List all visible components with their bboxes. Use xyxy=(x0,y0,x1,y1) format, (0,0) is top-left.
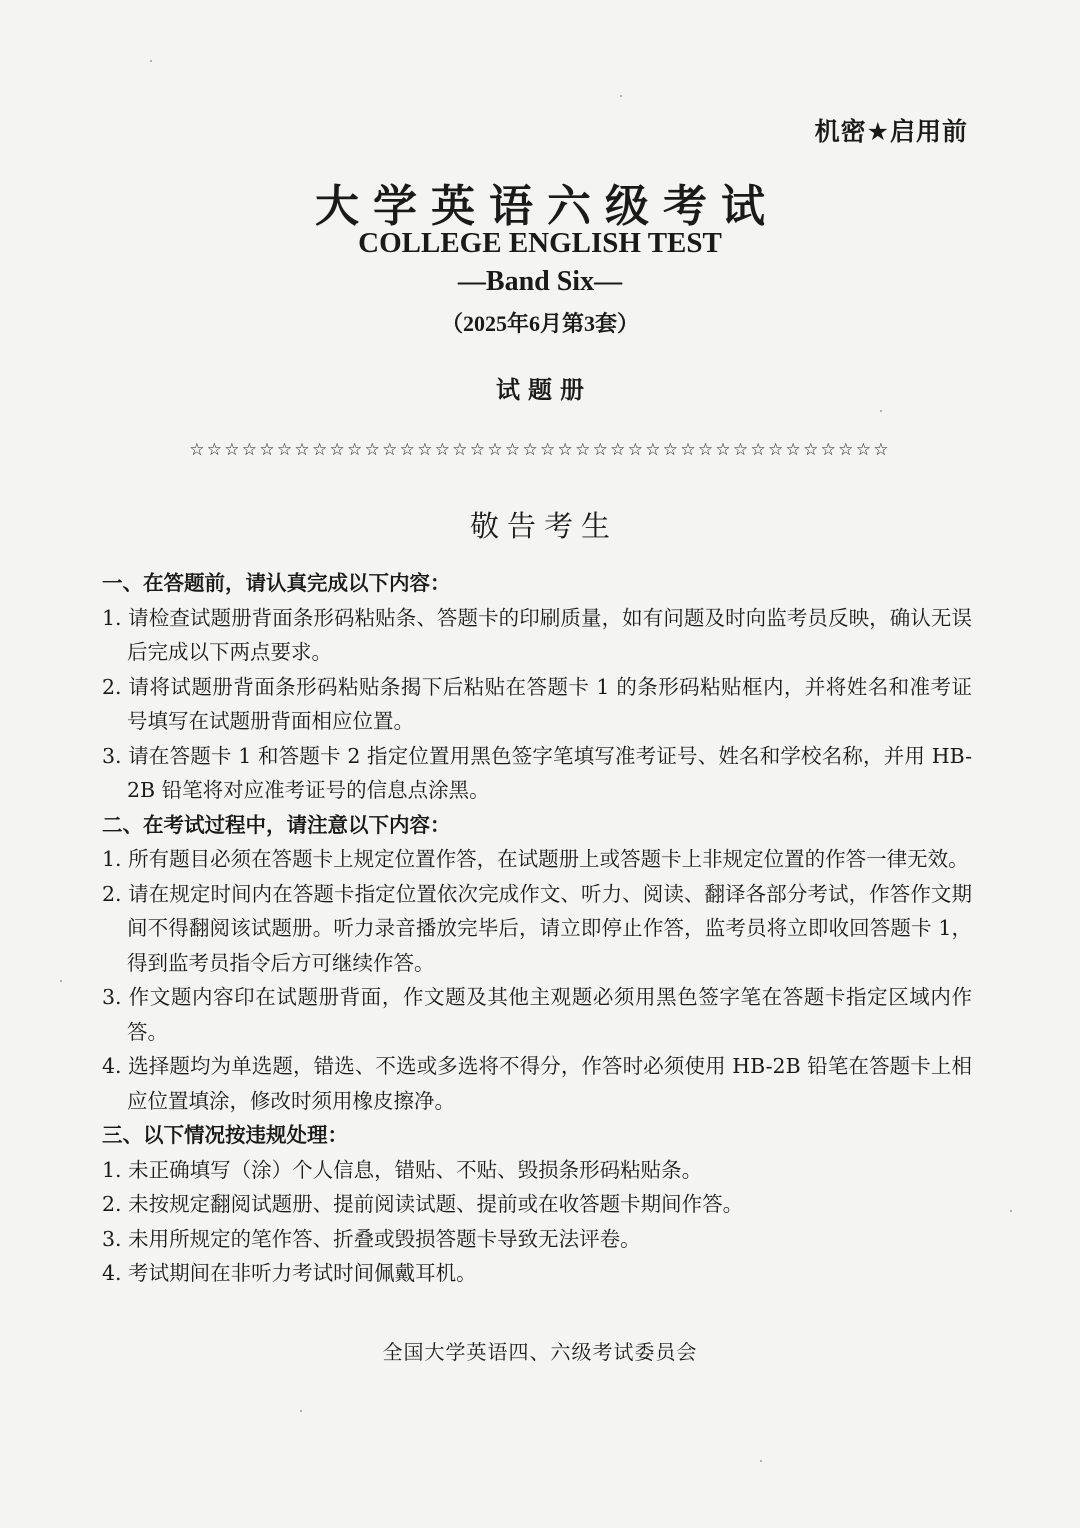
scan-speck xyxy=(620,95,622,97)
scan-speck xyxy=(300,1410,302,1412)
star-divider: ☆☆☆☆☆☆☆☆☆☆☆☆☆☆☆☆☆☆☆☆☆☆☆☆☆☆☆☆☆☆☆☆☆☆☆☆☆☆☆☆ xyxy=(189,440,891,460)
scan-speck xyxy=(760,1460,762,1462)
notice-title: 敬告考生 xyxy=(469,509,618,543)
scan-speck xyxy=(880,410,882,412)
list-item: 2. 请将试题册背面条形码粘贴条揭下后粘贴在答题卡 1 的条形码粘贴框内，并将姓名和准考证号填写在试题册背面相应位置。 xyxy=(102,674,972,733)
section-heading: 三、以下情况按违规处理： xyxy=(102,1123,348,1147)
scan-speck xyxy=(1010,1210,1012,1212)
section-heading: 二、在考试过程中，请注意以下内容： xyxy=(102,812,451,837)
list-item: 2. 请在规定时间内在答题卡指定位置依次完成作文、听力、阅读、翻译各部分考试，作答作文期间不得翻阅该试题册。听力录音播放完毕后，请立即停止作答，监考员将立即收回答题卡 1，得到监考员指令后方可继续作答。 xyxy=(102,881,972,975)
scan-speck xyxy=(150,60,152,62)
scan-speck xyxy=(60,980,62,982)
list-item: 3. 作文题内容印在试题册背面，作文题及其他主观题必须用黑色签字笔在答题卡指定区域内作答。 xyxy=(102,985,972,1044)
list-item: 2. 未按规定翻阅试题册、提前阅读试题、提前或在收答题卡期间作答。 xyxy=(102,1192,744,1216)
list-item: 4. 选择题均为单选题，错选、不选或多选将不得分，作答时必须使用 HB-2B 铅笔在答题卡上相应位置填涂，修改时须用橡皮擦净。 xyxy=(102,1054,972,1113)
list-item: 4. 考试期间在非听力考试时间佩戴耳机。 xyxy=(102,1261,477,1285)
list-item: 1. 未正确填写（涂）个人信息，错贴、不贴、毁损条形码粘贴条。 xyxy=(102,1157,703,1182)
exam-edition: （2025年6月第3套） xyxy=(440,311,639,336)
list-item: 3. 未用所规定的笔作答、折叠或毁损答题卡导致无法评卷。 xyxy=(102,1226,641,1251)
booklet-label: 试题册 xyxy=(496,376,592,404)
list-item: 3. 请在答题卡 1 和答题卡 2 指定位置用黑色签字笔填写准考证号、姓名和学校名称，并用 HB-2B 铅笔将对应准考证号的信息点涂黑。 xyxy=(102,743,972,802)
confidential-mark: 机密★启用前 xyxy=(814,117,968,146)
list-item: 1. 所有题目必须在答题卡上规定位置作答，在试题册上或答题卡上非规定位置的作答一律无效。 xyxy=(102,847,969,871)
exam-band: —Band Six— xyxy=(457,266,623,297)
section-heading: 一、在答题前，请认真完成以下内容： xyxy=(102,571,451,595)
exam-title-chinese: 大学英语六级考试 xyxy=(315,181,779,232)
list-item: 1. 请检查试题册背面条形码粘贴条、答题卡的印刷质量，如有问题及时向监考员反映，确认无误后完成以下两点要求。 xyxy=(102,605,972,664)
exam-title-english: COLLEGE ENGLISH TEST xyxy=(358,227,722,259)
notice-content xyxy=(102,566,972,1291)
committee-signature: 全国大学英语四、六级考试委员会 xyxy=(382,1340,698,1364)
